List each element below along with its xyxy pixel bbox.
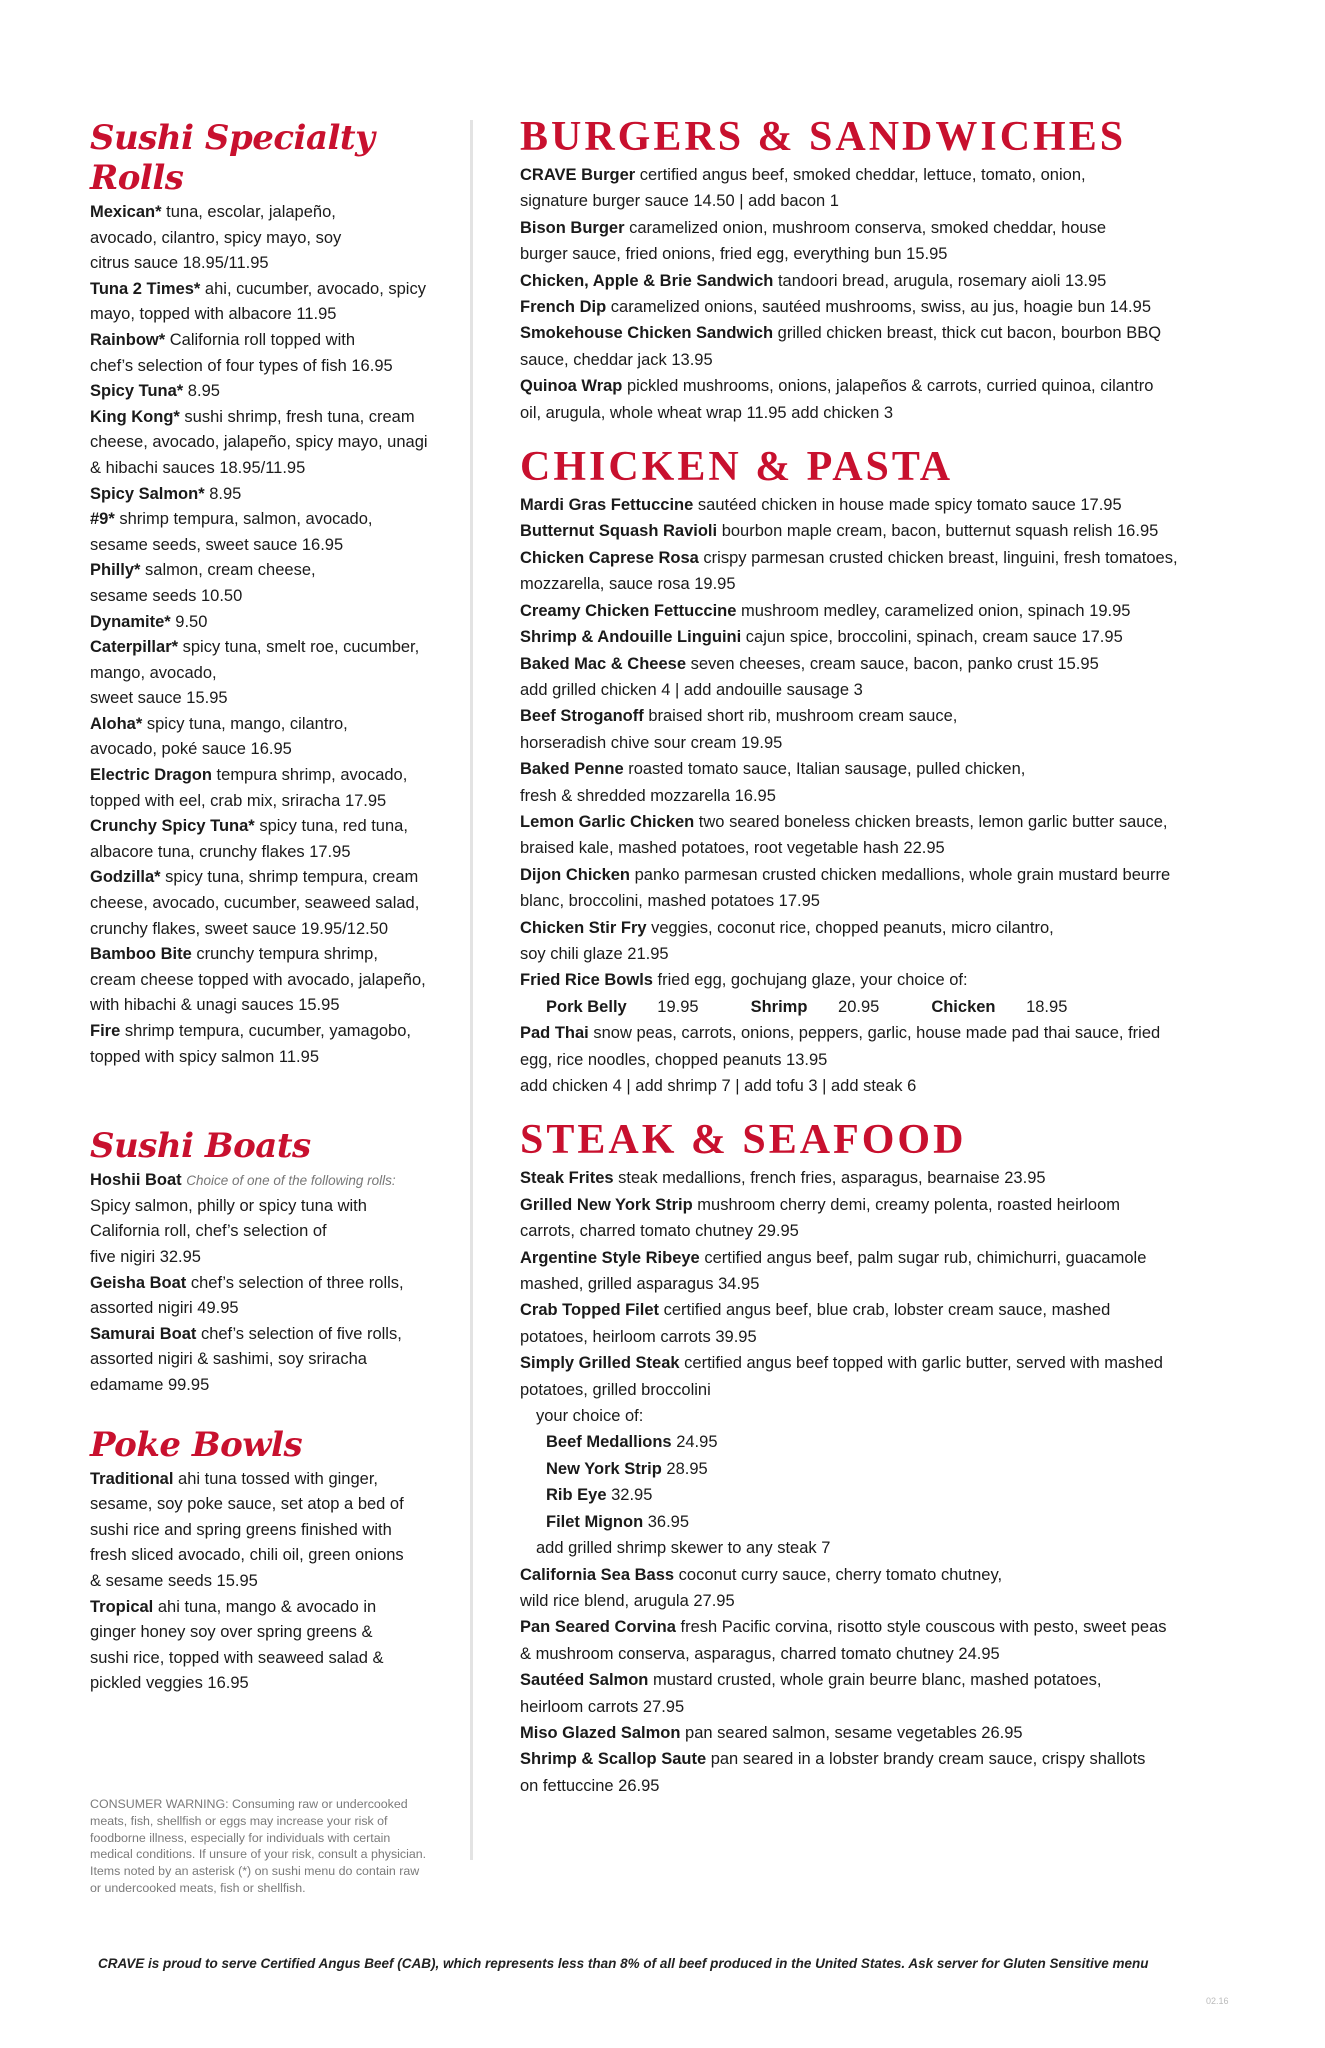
item-text: cheese, avocado, cucumber, seaweed salad, <box>90 894 420 913</box>
section-title-chicken-pasta: CHICKEN & PASTA <box>520 444 954 491</box>
menu-line <box>520 1218 1240 1244</box>
item-text: 28.95 <box>661 1459 708 1478</box>
menu-line <box>520 518 1240 544</box>
item-name: Chicken Caprese Rosa <box>520 548 699 567</box>
item-text: certified angus beef, palm sugar rub, chimichurri, guacamole <box>699 1248 1147 1267</box>
item-name: Rainbow* <box>90 330 166 349</box>
column-divider <box>470 120 473 1860</box>
menu-line <box>90 661 442 687</box>
item-name: Aloha* <box>90 714 143 733</box>
item-text: California roll topped with <box>165 330 356 349</box>
item-text: crispy parmesan crusted chicken breast, linguini, fresh tomatoes, <box>698 548 1178 567</box>
menu-line <box>90 1296 442 1322</box>
menu-line <box>90 917 442 943</box>
menu-line <box>90 277 442 303</box>
menu-line <box>520 268 1240 294</box>
menu-line <box>520 492 1240 518</box>
item-text: sushi rice, topped with seaweed salad & <box>90 1648 384 1667</box>
section-title-burgers: BURGERS & SANDWICHES <box>520 114 1127 160</box>
item-text: seven cheeses, cream sauce, bacon, panko crust 15.95 <box>686 654 1099 673</box>
item-text: mushroom cherry demi, creamy polenta, roasted heirloom <box>692 1195 1121 1214</box>
item-name: Grilled New York Strip <box>520 1195 693 1214</box>
item-text: ahi, cucumber, avocado, spicy <box>200 279 426 298</box>
item-text: sauce, cheddar jack 13.95 <box>520 350 713 369</box>
item-name: New York Strip <box>546 1459 662 1478</box>
item-text: signature burger sauce 14.50 | add bacon 1 <box>520 192 839 211</box>
menu-line <box>520 400 1240 426</box>
item-name: Samurai Boat <box>90 1324 197 1343</box>
item-text: certified angus beef, smoked cheddar, lettuce, tomato, onion, <box>635 166 1086 184</box>
item-name: Traditional <box>90 1469 174 1488</box>
footer-note: CRAVE is proud to serve Certified Angus Beef (CAB), which represents less than 8% of all beef produced in the United States. Ask server for Gluten Sensitive menu <box>98 1956 1149 1971</box>
item-name: Hoshii Boat <box>90 1171 182 1190</box>
menu-line <box>90 558 442 584</box>
item-text: fried egg, gochujang glaze, your choice of: <box>652 971 968 990</box>
item-text: tempura shrimp, avocado, <box>211 766 408 785</box>
menu-line <box>90 1019 442 1045</box>
menu-line <box>90 482 442 508</box>
chicken-pasta-list <box>520 492 1240 1099</box>
item-name: Dijon Chicken <box>520 865 631 884</box>
menu-line <box>520 1324 1240 1350</box>
item-text: horseradish chive sour cream 19.95 <box>520 733 783 752</box>
menu-line <box>520 571 1240 597</box>
menu-line <box>520 1588 1240 1614</box>
menu-line <box>90 942 442 968</box>
burgers-list <box>520 162 1240 426</box>
choice-option <box>931 998 1093 1016</box>
menu-line <box>520 347 1240 373</box>
item-text: panko parmesan crusted chicken medallions, whole grain mustard beurre <box>630 865 1171 884</box>
menu-line <box>520 1020 1240 1046</box>
item-text: grilled chicken breast, thick cut bacon, bourbon BBQ <box>773 324 1162 343</box>
menu-line <box>90 1168 442 1194</box>
item-name: Crunchy Spicy Tuna* <box>90 817 255 836</box>
item-text: burger sauce, fried onions, fried egg, everything bun 15.95 <box>520 245 948 264</box>
item-name: California Sea Bass <box>520 1565 675 1584</box>
menu-line <box>90 200 442 226</box>
item-text: wild rice blend, arugula 27.95 <box>520 1591 735 1610</box>
item-text: shrimp tempura, cucumber, yamagobo, <box>120 1022 411 1040</box>
item-name: Shrimp & Andouille Linguini <box>520 628 742 647</box>
item-text: ginger honey soy over spring greens & <box>90 1623 373 1642</box>
menu-line <box>520 320 1240 346</box>
menu-line <box>90 1322 442 1348</box>
menu-line <box>90 379 442 405</box>
item-text: 8.95 <box>204 484 242 503</box>
item-text: 9.50 <box>170 612 208 631</box>
item-text: fresh & shredded mozzarella 16.95 <box>520 786 776 805</box>
item-text: spicy tuna, smelt roe, cucumber, <box>178 638 420 657</box>
item-text: two seared boneless chicken breasts, lemon garlic butter sauce, <box>694 812 1168 831</box>
item-text: spicy tuna, shrimp tempura, cream <box>160 868 419 887</box>
item-text: 18.95 <box>1021 997 1068 1016</box>
menu-line <box>520 188 1240 214</box>
item-text: 32.95 <box>606 1486 653 1505</box>
item-text: sushi rice and spring greens finished with <box>90 1520 392 1539</box>
item-text: avocado, poké sauce 16.95 <box>90 740 292 759</box>
menu-line <box>520 677 1240 703</box>
item-text: salmon, cream cheese, <box>140 561 316 580</box>
item-text: braised short rib, mushroom cream sauce, <box>643 707 958 726</box>
item-text: & hibachi sauces 18.95/11.95 <box>90 458 306 477</box>
menu-line <box>520 1482 1240 1508</box>
item-text: add grilled chicken 4 | add andouille sausage 3 <box>520 680 863 699</box>
menu-line <box>520 756 1240 782</box>
menu-line <box>520 1165 1240 1191</box>
item-text: 19.95 <box>652 997 699 1016</box>
menu-line <box>90 1347 442 1373</box>
item-text: sweet sauce 15.95 <box>90 689 228 708</box>
poke-bowls-list <box>90 1467 442 1697</box>
menu-line <box>90 1219 442 1245</box>
item-text: chef’s selection of five rolls, <box>196 1324 402 1343</box>
menu-line <box>520 1377 1240 1403</box>
item-name: Shrimp <box>750 997 808 1016</box>
item-text: shrimp tempura, salmon, avocado, <box>114 510 373 529</box>
item-name: Crab Topped Filet <box>520 1301 660 1320</box>
item-name: #9* <box>90 510 115 529</box>
item-name: Pad Thai <box>520 1024 589 1043</box>
item-text: on fettuccine 26.95 <box>520 1776 660 1795</box>
menu-line <box>90 891 442 917</box>
menu-line <box>90 405 442 431</box>
item-name: Shrimp & Scallop Saute <box>520 1750 707 1769</box>
menu-line <box>90 686 442 712</box>
item-text: albacore tuna, crunchy flakes 17.95 <box>90 842 351 861</box>
item-text: soy chili glaze 21.95 <box>520 944 669 963</box>
choice-option <box>751 998 906 1016</box>
item-name: Sautéed Salmon <box>520 1671 649 1690</box>
item-text: five nigiri 32.95 <box>90 1247 201 1266</box>
item-text: spicy tuna, red tuna, <box>254 817 408 836</box>
item-name: Caterpillar* <box>90 638 179 657</box>
item-name: Philly* <box>90 561 141 580</box>
item-name: Miso Glazed Salmon <box>520 1723 681 1742</box>
item-name: Beef Medallions <box>546 1433 672 1452</box>
menu-line <box>520 967 1240 993</box>
menu-line <box>520 373 1240 399</box>
item-text: spicy tuna, mango, cilantro, <box>142 714 348 733</box>
item-text: carrots, charred tomato chutney 29.95 <box>520 1222 799 1241</box>
item-text: edamame 99.95 <box>90 1375 210 1394</box>
item-text: chef’s selection of three rolls, <box>186 1273 404 1292</box>
choice-row <box>520 994 1240 1020</box>
item-text: sesame, soy poke sauce, set atop a bed of <box>90 1495 404 1514</box>
item-text: cream cheese topped with avocado, jalapeño, <box>90 970 426 989</box>
item-name: Rib Eye <box>546 1486 607 1505</box>
item-text: mango, avocado, <box>90 663 217 682</box>
menu-line <box>90 1543 442 1569</box>
item-text: pan seared salmon, sesame vegetables 26.95 <box>680 1723 1023 1742</box>
section-title-steak-seafood: STEAK & SEAFOOD <box>520 1117 967 1164</box>
item-text: crunchy tempura shrimp, <box>191 945 378 964</box>
menu-line <box>90 840 442 866</box>
item-text: ahi tuna tossed with ginger, <box>173 1469 378 1488</box>
menu-line <box>90 328 442 354</box>
item-text: snow peas, carrots, onions, peppers, garlic, house made pad thai sauce, fried <box>588 1024 1161 1043</box>
menu-line <box>520 1297 1240 1323</box>
menu-line <box>90 1271 442 1297</box>
item-name: Fried Rice Bowls <box>520 971 653 990</box>
page-code: 02.16 <box>1206 1996 1229 2006</box>
menu-line <box>520 651 1240 677</box>
menu-line <box>520 1746 1240 1772</box>
item-name: Chicken, Apple & Brie Sandwich <box>520 271 774 290</box>
menu-line <box>90 1194 442 1220</box>
menu-line <box>90 635 442 661</box>
menu-line <box>90 865 442 891</box>
item-text: pickled veggies 16.95 <box>90 1674 249 1693</box>
item-name: French Dip <box>520 298 607 317</box>
menu-line <box>90 814 442 840</box>
item-name: Godzilla* <box>90 868 161 887</box>
menu-line <box>90 1045 442 1071</box>
item-text: fresh sliced avocado, chili oil, green onions <box>90 1546 404 1565</box>
item-text: fresh Pacific corvina, risotto style couscous with pesto, sweet peas <box>675 1618 1167 1637</box>
item-name: Spicy Tuna* <box>90 382 184 401</box>
item-name: Filet Mignon <box>546 1512 644 1531</box>
item-text: mustard crusted, whole grain beurre blanc, mashed potatoes, <box>648 1671 1102 1690</box>
item-name: Baked Penne <box>520 760 624 779</box>
menu-line <box>520 1073 1240 1099</box>
item-text: topped with eel, crab mix, sriracha 17.95 <box>90 791 387 810</box>
menu-line <box>520 1773 1240 1799</box>
item-text: sautéed chicken in house made spicy tomato sauce 17.95 <box>693 496 1122 515</box>
item-text: roasted tomato sauce, Italian sausage, pulled chicken, <box>623 760 1026 779</box>
menu-line <box>520 1667 1240 1693</box>
item-name: Steak Frites <box>520 1169 614 1188</box>
menu-line <box>520 1403 1240 1429</box>
item-name: Butternut Squash Ravioli <box>520 522 718 541</box>
menu-line <box>90 226 442 252</box>
item-text: potatoes, heirloom carrots 39.95 <box>520 1327 757 1346</box>
menu-line <box>520 1271 1240 1297</box>
item-text: caramelized onion, mushroom conserva, smoked cheddar, house <box>624 218 1107 237</box>
menu-line <box>520 1245 1240 1271</box>
item-text: chef’s selection of four types of fish 16.95 <box>90 356 393 375</box>
menu-line <box>520 888 1240 914</box>
menu-line <box>520 294 1240 320</box>
menu-line <box>90 1373 442 1399</box>
menu-line <box>520 1350 1240 1376</box>
item-text: tandoori bread, arugula, rosemary aioli 13.95 <box>773 271 1107 290</box>
item-text: assorted nigiri 49.95 <box>90 1299 239 1318</box>
item-text: braised kale, mashed potatoes, root vegetable hash 22.95 <box>520 839 945 858</box>
item-text: pan seared in a lobster brandy cream sauce, crispy shallots <box>706 1750 1146 1769</box>
menu-line <box>90 1245 442 1271</box>
menu-line <box>520 730 1240 756</box>
item-text: blanc, broccolini, mashed potatoes 17.95 <box>520 892 820 911</box>
menu-line <box>90 1518 442 1544</box>
item-text: & mushroom conserva, asparagus, charred tomato chutney 24.95 <box>520 1644 1000 1663</box>
item-text: pickled mushrooms, onions, jalapeños & carrots, curried quinoa, cilantro <box>622 377 1154 396</box>
item-text: sesame seeds 10.50 <box>90 586 243 605</box>
item-text: with hibachi & unagi sauces 15.95 <box>90 996 340 1015</box>
item-name: Creamy Chicken Fettuccine <box>520 601 737 620</box>
item-name: Bison Burger <box>520 218 625 237</box>
item-name: Quinoa Wrap <box>520 377 623 396</box>
item-text: mayo, topped with albacore 11.95 <box>90 305 337 324</box>
item-name: King Kong* <box>90 407 180 426</box>
choice-option <box>546 998 725 1016</box>
item-text: 20.95 <box>833 997 880 1016</box>
menu-line <box>90 737 442 763</box>
item-text: your choice of: <box>536 1407 644 1426</box>
menu-line <box>90 968 442 994</box>
item-text: sushi shrimp, fresh tuna, cream <box>179 407 415 426</box>
sushi-boats-list <box>90 1168 442 1398</box>
item-text: potatoes, grilled broccolini <box>520 1380 711 1399</box>
item-name: Bamboo Bite <box>90 945 192 964</box>
item-text: avocado, cilantro, spicy mayo, soy <box>90 228 342 247</box>
menu-line <box>520 241 1240 267</box>
item-text: crunchy flakes, sweet sauce 19.95/12.50 <box>90 919 389 938</box>
item-text: cajun spice, broccolini, spinach, cream sauce 17.95 <box>741 628 1123 647</box>
menu-line <box>90 1620 442 1646</box>
menu-line <box>90 1569 442 1595</box>
item-text: mozzarella, sauce rosa 19.95 <box>520 575 736 594</box>
item-text: topped with spicy salmon 11.95 <box>90 1047 319 1066</box>
item-text: veggies, coconut rice, chopped peanuts, micro cilantro, <box>646 918 1054 937</box>
menu-line <box>90 763 442 789</box>
item-text: bourbon maple cream, bacon, butternut squash relish 16.95 <box>717 522 1159 541</box>
menu-line <box>520 809 1240 835</box>
item-text: certified angus beef topped with garlic butter, served with mashed <box>679 1354 1163 1373</box>
menu-line <box>520 1694 1240 1720</box>
item-text: add grilled shrimp skewer to any steak 7 <box>536 1539 831 1558</box>
item-text: oil, arugula, whole wheat wrap 11.95 add chicken 3 <box>520 403 894 422</box>
item-text: tuna, escolar, jalapeño, <box>161 203 336 221</box>
right-column <box>520 112 1240 1799</box>
menu-line <box>90 1646 442 1672</box>
steak-seafood-list <box>520 1165 1240 1799</box>
item-name: Tuna 2 Times* <box>90 279 201 298</box>
menu-line <box>520 835 1240 861</box>
item-note: Choice of one of the following rolls: <box>186 1173 396 1189</box>
item-text: 36.95 <box>643 1512 690 1531</box>
item-text: assorted nigiri & sashimi, soy sriracha <box>90 1350 367 1369</box>
sushi-rolls-list <box>90 200 442 1070</box>
item-name: CRAVE Burger <box>520 166 636 184</box>
section-title-sushi-rolls: Sushi Specialty Rolls <box>90 118 375 198</box>
item-name: Lemon Garlic Chicken <box>520 812 695 831</box>
menu-line <box>90 1492 442 1518</box>
item-name: Dynamite* <box>90 612 171 631</box>
item-name: Smokehouse Chicken Sandwich <box>520 324 774 343</box>
item-text: coconut curry sauce, cherry tomato chutney, <box>674 1565 1003 1584</box>
menu-line <box>520 783 1240 809</box>
menu-line <box>520 862 1240 888</box>
menu-line <box>90 430 442 456</box>
consumer-warning: CONSUMER WARNING: Consuming raw or undercooked meats, fish, shellfish or eggs may increase your risk of foodborne illness, especially for individuals with certain medical conditions. If unsure of your risk, consult a physician. Items noted by an asterisk (*) on sushi menu do contain raw or undercooked meats, fish or shellfish. <box>90 1797 427 1895</box>
item-name: Mexican* <box>90 203 162 221</box>
menu-line <box>520 1047 1240 1073</box>
menu-line <box>520 1429 1240 1455</box>
item-name: Beef Stroganoff <box>520 707 644 726</box>
item-text: add chicken 4 | add shrimp 7 | add tofu 3 | add steak 6 <box>520 1077 917 1095</box>
menu-line <box>90 533 442 559</box>
item-name: Pan Seared Corvina <box>520 1618 676 1637</box>
menu-line <box>520 1509 1240 1535</box>
item-text: Spicy salmon, philly or spicy tuna with <box>90 1196 367 1215</box>
menu-line <box>520 1535 1240 1561</box>
item-text: cheese, avocado, jalapeño, spicy mayo, unagi <box>90 433 428 452</box>
item-text: ahi tuna, mango & avocado in <box>153 1597 377 1616</box>
item-text: mushroom medley, caramelized onion, spinach 19.95 <box>736 601 1131 620</box>
item-name: Chicken Stir Fry <box>520 918 647 937</box>
item-text: certified angus beef, blue crab, lobster cream sauce, mashed <box>659 1301 1111 1320</box>
menu-line <box>90 789 442 815</box>
menu-line <box>520 1562 1240 1588</box>
item-name: Simply Grilled Steak <box>520 1354 680 1373</box>
item-text: 8.95 <box>183 382 220 401</box>
item-text: heirloom carrots 27.95 <box>520 1697 685 1716</box>
item-name: Geisha Boat <box>90 1273 187 1292</box>
item-name: Argentine Style Ribeye <box>520 1248 700 1267</box>
menu-line <box>90 354 442 380</box>
item-text: & sesame seeds 15.95 <box>90 1571 258 1590</box>
item-text: 24.95 <box>671 1433 718 1452</box>
menu-line <box>520 162 1240 188</box>
item-text: citrus sauce 18.95/11.95 <box>90 254 269 273</box>
item-text: egg, rice noodles, chopped peanuts 13.95 <box>520 1050 828 1069</box>
menu-line <box>520 1456 1240 1482</box>
left-column <box>90 118 442 1697</box>
menu-line <box>90 251 442 277</box>
item-name: Electric Dragon <box>90 766 212 785</box>
menu-line <box>520 915 1240 941</box>
item-text: steak medallions, french fries, asparagus, bearnaise 23.95 <box>613 1169 1046 1188</box>
menu-line <box>90 610 442 636</box>
menu-line <box>520 624 1240 650</box>
item-name: Mardi Gras Fettuccine <box>520 496 694 515</box>
menu-line <box>90 1467 442 1493</box>
item-text: California roll, chef’s selection of <box>90 1222 327 1241</box>
item-text: sesame seeds, sweet sauce 16.95 <box>90 535 344 554</box>
section-title-poke-bowls: Poke Bowls <box>90 1424 303 1465</box>
item-name: Tropical <box>90 1597 154 1616</box>
menu-line <box>90 456 442 482</box>
section-title-sushi-boats: Sushi Boats <box>90 1126 311 1167</box>
menu-line <box>90 712 442 738</box>
menu-line <box>90 993 442 1019</box>
menu-line <box>520 703 1240 729</box>
menu-line <box>90 1671 442 1697</box>
item-name: Spicy Salmon* <box>90 484 205 503</box>
item-name: Pork Belly <box>546 997 627 1016</box>
menu-line <box>90 1595 442 1621</box>
menu-line <box>520 1720 1240 1746</box>
menu-line <box>520 1614 1240 1640</box>
menu-line <box>90 302 442 328</box>
menu-line <box>90 507 442 533</box>
menu-line <box>520 545 1240 571</box>
item-name: Baked Mac & Cheese <box>520 654 686 673</box>
item-name: Chicken <box>931 997 996 1016</box>
menu-line <box>520 1192 1240 1218</box>
menu-line <box>520 215 1240 241</box>
item-text: mashed, grilled asparagus 34.95 <box>520 1275 760 1294</box>
item-text: caramelized onions, sautéed mushrooms, swiss, au jus, hoagie bun 14.95 <box>606 298 1151 317</box>
item-name: Fire <box>90 1022 121 1040</box>
menu-line <box>520 1641 1240 1667</box>
menu-line <box>90 584 442 610</box>
menu-line <box>520 598 1240 624</box>
menu-line <box>520 941 1240 967</box>
